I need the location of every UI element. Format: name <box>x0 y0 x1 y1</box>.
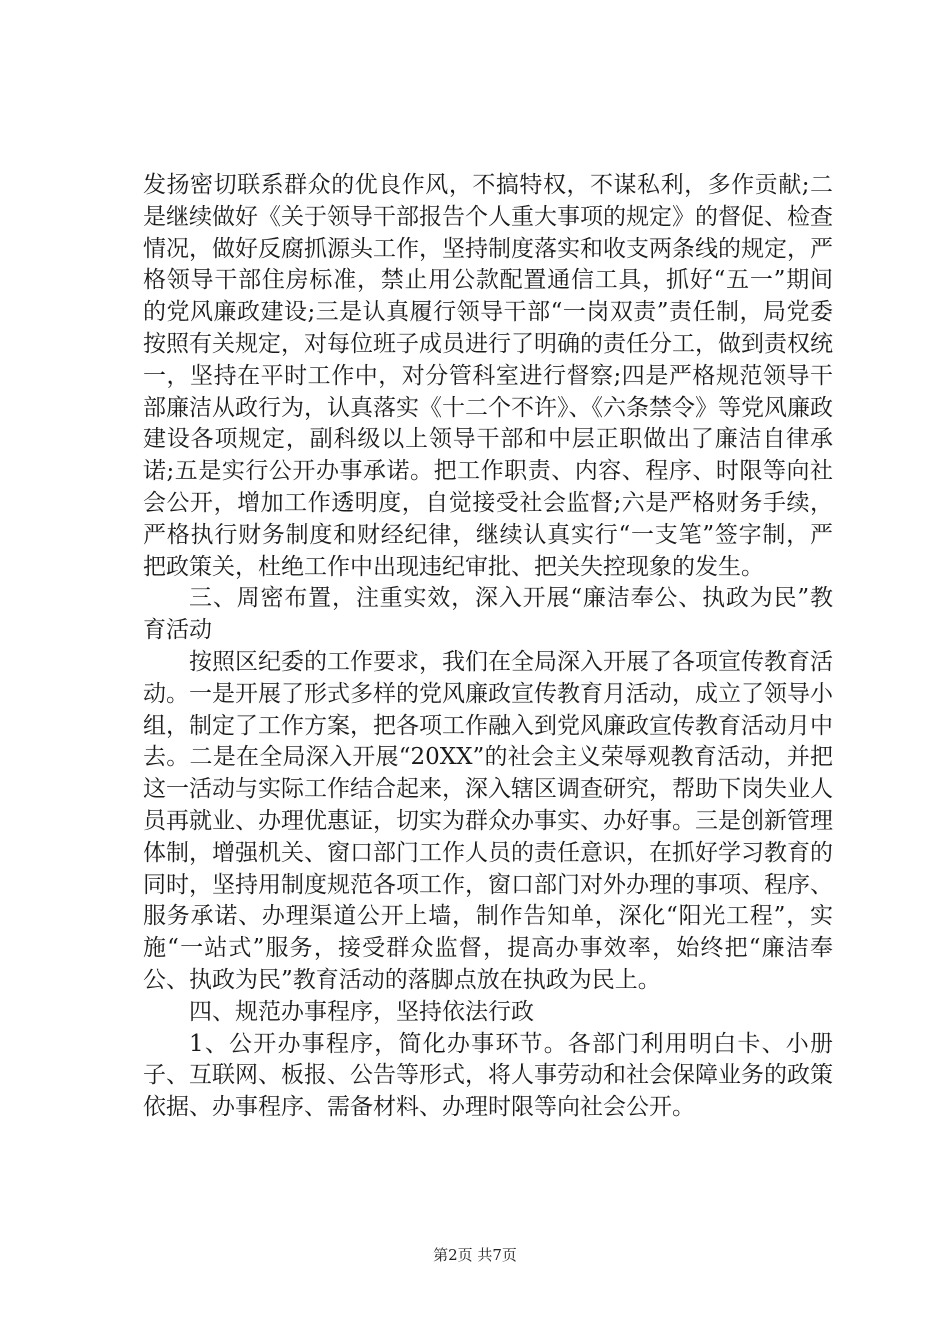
page-footer: 第2页 共7页 <box>433 1246 517 1264</box>
paragraph-continued: 发扬密切联系群众的优良作风，不搞特权，不谋私利，多作贡献;二是继续做好《关于领导干部报告个人重大事项的规定》的督促、检查情况，做好反腐抓源头工作，坚持制度落实和收支两条线的规定，严格领导干部住房标准，禁止用公款配置通信工具，抓好“五一”期间的党风廉政建设;三是认真履行领导干部“一岗双责”责任制，局党委按照有关规定，对每位班子成员进行了明确的责任分工，做到责权统一，坚持在平时工作中，对分管科室进行督察;四是严格规范领导干部廉洁从政行为，认真落实《十二个不许》、《六条禁令》等党风廉政建设各项规定，副科级以上领导干部和中层正职做出了廉洁自律承诺;五是实行公开办事承诺。把工作职责、内容、程序、时限等向社会公开，增加工作透明度，自觉接受社会监督;六是严格财务手续，严格执行财务制度和财经纪律，继续认真实行“一支笔”签字制，严把政策关，杜绝工作中出现违纪审批、把关失控现象的发生。 <box>143 172 833 580</box>
section-heading-4: 四、规范办事程序，坚持依法行政 <box>189 998 534 1025</box>
paragraph-education-activities: 按照区纪委的工作要求，我们在全局深入开展了各项宣传教育活动。一是开展了形式多样的党风廉政宣传教育月活动，成立了领导小组，制定了工作方案，把各项工作融入到党风廉政宣传教育活动月中去。二是在全局深入开展“20XX”的社会主义荣辱观教育活动，并把这一活动与实际工作结合起来，深入辖区调查研究，帮助下岗失业人员再就业、办理优惠证，切实为群众办事实、办好事。三是创新管理体制，增强机关、窗口部门工作人员的责任意识，在抓好学习教育的同时，坚持用制度规范各项工作，窗口部门对外办理的事项、程序、服务承诺、办理渠道公开上墙，制作告知单，深化“阳光工程”，实施“一站式”服务，接受群众监督，提高办事效率，始终把“廉洁奉公、执政为民”教育活动的落脚点放在执政为民上。 <box>143 648 833 993</box>
paragraph-public-procedures: 1、公开办事程序，简化办事环节。各部门利用明白卡、小册子、互联网、板报、公告等形式，将人事劳动和社会保障业务的政策依据、办事程序、需备材料、办理时限等向社会公开。 <box>143 1030 833 1121</box>
section-heading-3: 三、周密布置，注重实效，深入开展“廉洁奉公、执政为民”教育活动 <box>143 585 833 644</box>
document-body <box>143 170 833 1124</box>
